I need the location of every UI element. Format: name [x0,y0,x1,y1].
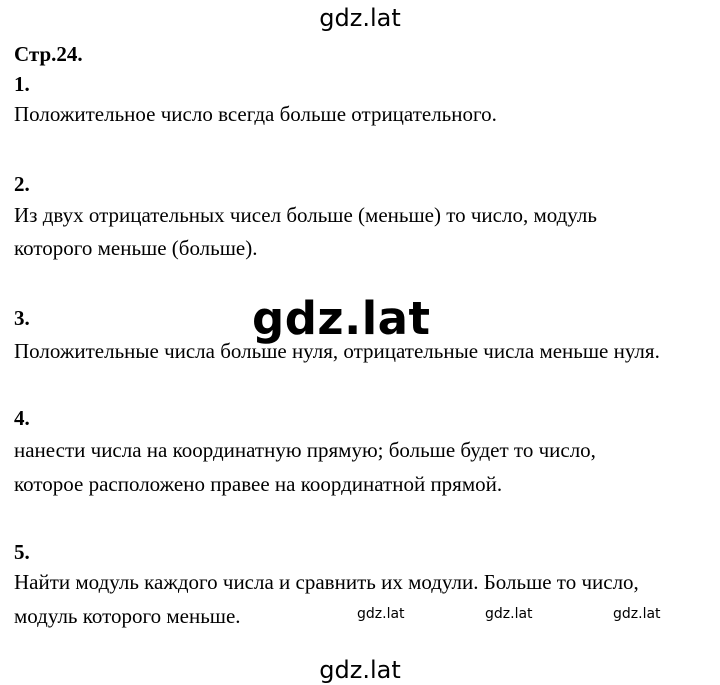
watermark-center: gdz.lat [252,292,431,345]
answer-4-line-2: которое расположено правее на координатной прямой. [14,472,503,496]
watermark-bottom: gdz.lat [319,656,401,684]
answer-1-line-1: Положительное число всегда больше отрицательного. [14,102,497,126]
answer-5-line-2: модуль которого меньше. [14,604,241,628]
page-title: Стр.24. [14,42,83,66]
watermark-small-2: gdz.lat [485,606,533,622]
watermark-small-1: gdz.lat [357,606,405,622]
answer-4-line-1: нанести числа на координатную прямую; больше будет то число, [14,438,596,462]
answer-1-number: 1. [14,72,30,96]
answer-3-number: 3. [14,306,30,330]
answer-2-number: 2. [14,172,30,196]
answer-2-line-2: которого меньше (больше). [14,236,258,260]
answer-3-line-1: Положительные числа больше нуля, отрицательные числа меньше нуля. [14,339,660,363]
watermark-small-3: gdz.lat [613,606,661,622]
answer-2-line-1: Из двух отрицательных чисел больше (меньше) то число, модуль [14,203,597,227]
answer-4-number: 4. [14,406,30,430]
answer-5-line-1: Найти модуль каждого числа и сравнить их модули. Больше то число, [14,570,639,594]
watermark-top: gdz.lat [319,4,401,32]
answer-5-number: 5. [14,540,30,564]
